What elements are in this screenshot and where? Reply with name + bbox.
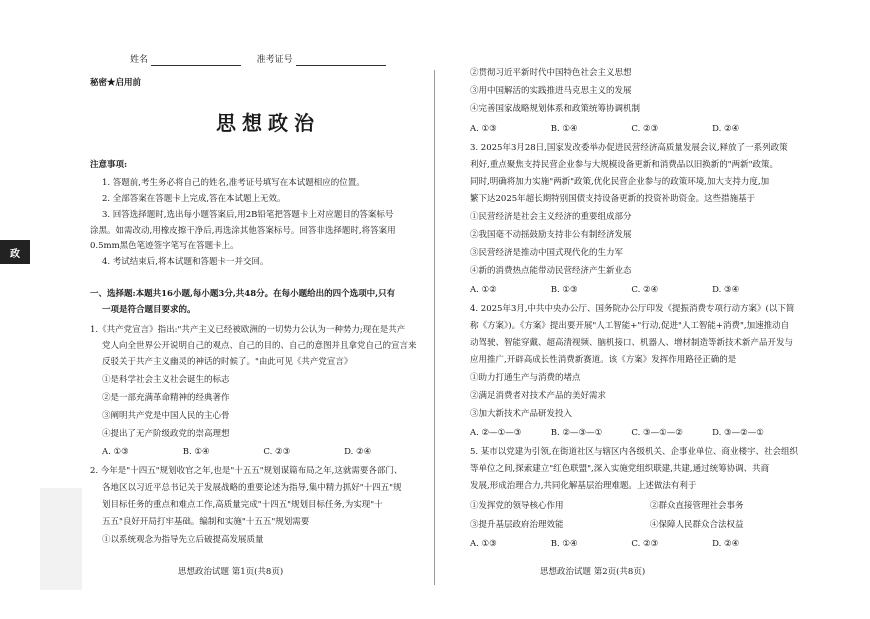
question-item: ③民营经济是推动中国式现代化的生力军	[470, 248, 624, 258]
question-text: 3. 2025年3月28日,国家发改委举办促进民营经济高质量发展会议,释放了一系列政策	[470, 143, 788, 153]
option: A. ①②	[470, 285, 497, 295]
question-item: ②贯彻习近平新时代中国特色社会主义思想	[470, 68, 632, 78]
question-item: ①发挥党的领导核心作用	[470, 501, 564, 511]
option: D. ②④	[712, 539, 740, 549]
option: C. ②③	[631, 539, 659, 549]
question-item: ③提升基层政府治理效能	[470, 520, 564, 530]
option: B. ①④	[550, 124, 578, 134]
question-item: ②是一部充满革命精神的经典著作	[102, 393, 230, 403]
note-line: 1. 答题前,考生务必将自己的姓名,准考证号填写在本试题相应的位置。	[102, 178, 365, 188]
secret-label: 秘密★启用前	[90, 78, 142, 88]
question-text: 反驳关于共产主义幽灵的神话的时候了。"由此可见《共产党宣言》	[102, 357, 353, 367]
question-item: ③用中国解活的实践推进马克思主义的发展	[470, 86, 632, 96]
option: B. ①④	[550, 539, 578, 549]
page-footer: 思想政治试题 第1页(共8页)	[178, 567, 284, 577]
option: D. ②④	[344, 447, 372, 457]
question-text: 同时,明确将加力实施"两新"政策,优化民营企业参与的政策环境,加大支持力度,加	[470, 177, 770, 187]
option: B. ①④	[182, 447, 210, 457]
notes-heading: 注意事项:	[90, 160, 128, 170]
question-text: 1.《共产党宣言》指出:"共产主义已经被欧洲的一切势力公认为一种势力;现在是共产	[90, 325, 406, 335]
column-divider	[434, 70, 435, 585]
question-text: 五五"良好开局打牢基础。编制和实施"十五五"规划需要	[102, 517, 310, 527]
section-heading: 一、选择题:本题共16小题,每小题3分,共48分。在每小题给出的四个选项中,只有	[90, 289, 396, 299]
exam-no-label: 准考证号	[256, 55, 293, 65]
q4-options	[470, 428, 764, 439]
option: D. ③④	[712, 285, 740, 295]
question-text: 各地区以习近平总书记关于发展战略的重要论述为指导,集中精力抓好"十四五"规	[102, 483, 402, 493]
question-item: ④保障人民群众合法权益	[650, 520, 744, 530]
question-text: 动驾驶、智能穿戴、超高清视频、脑机接口、机器人、增材制造等新技术新产品开发与	[470, 338, 794, 348]
option: B. ②—③—①	[550, 428, 603, 438]
option: C. ③—①—②	[631, 428, 683, 438]
margin-shade	[40, 488, 82, 590]
question-item: ①以系统观念为指导先立后破提高发展质量	[102, 535, 264, 545]
q2-options	[470, 124, 739, 135]
question-text: 应用推广,开辟高成长性消费新赛道。该《方案》发挥作用路径正确的是	[470, 355, 737, 365]
question-text: 发展,形成治理合力,共同化解基层治理难题。上述做法有利于	[470, 481, 697, 491]
name-label: 姓名	[130, 55, 149, 65]
option: A. ①③	[102, 447, 129, 457]
name-field-row	[130, 55, 386, 66]
note-line: 4. 考试结束后,将本试题和答题卡一并交回。	[102, 257, 269, 267]
question-text: 划目标任务的重点和难点工作,高质量完成"十四五"规划目标任务,为实现"十	[102, 500, 383, 510]
question-item: ④完善国家战略规划体系和政策统筹协调机制	[470, 104, 641, 114]
question-item: ①助力打通生产与消费的堵点	[470, 373, 581, 383]
option: C. ②③	[263, 447, 291, 457]
q5-options	[470, 539, 739, 550]
option: B. ①③	[550, 285, 578, 295]
q1-options	[102, 447, 371, 458]
option: D. ③—②—①	[712, 428, 764, 438]
question-item: ③加大新技术产品研发投入	[470, 409, 573, 419]
name-blank	[151, 56, 241, 66]
question-item: ②群众直接管理社会事务	[650, 501, 744, 511]
page-footer: 思想政治试题 第2页(共8页)	[540, 567, 646, 577]
question-text: 2. 今年是"十四五"规划收官之年,也是"十五五"规划谋篇布局之年,这就需要各部门、	[90, 466, 403, 476]
option: A. ①③	[470, 539, 497, 549]
question-text: 等单位之间,探索建立"红色联盟",深入实施党组织联建,共建,通过统筹协调、共商	[470, 464, 770, 474]
option: D. ②④	[712, 124, 740, 134]
question-item: ③阐明共产党是中国人民的主心骨	[102, 411, 230, 421]
q3-options	[470, 285, 739, 296]
question-text: 称《方案》)。《方案》提出要开展"人工智能+"行动,促进"人工智能+消费",加速推动自	[470, 321, 790, 331]
question-item: ①民营经济是社会主义经济的重要组成部分	[470, 212, 632, 222]
subject-tab: 政	[0, 240, 30, 264]
question-text: 5. 某市以党建为引领,在街道社区与辖区内各级机关、企事业单位、商业楼宇、社会组织	[470, 447, 799, 457]
exam-no-blank	[296, 56, 386, 66]
question-item: ④提出了无产阶级政党的崇高理想	[102, 429, 230, 439]
note-line: 涂黑。如需改动,用橡皮擦干净后,再选涂其他答案标号。回答非选择题时,将答案用	[90, 226, 396, 236]
option: A. ②—①—③	[470, 428, 522, 438]
question-item: ②我国毫不动摇鼓励支持非公有制经济发展	[470, 230, 632, 240]
page-title: 思想政治	[216, 111, 320, 135]
question-item: ④新的消费热点能带动民营经济产生新业态	[470, 266, 632, 276]
note-line: 2. 全部答案在答题卡上完成,答在本试题上无效。	[102, 194, 286, 204]
option: A. ①③	[470, 124, 497, 134]
section-heading-cont: 一项是符合题目要求的。	[102, 305, 196, 315]
question-item: ②满足消费者对技术产品的美好需求	[470, 391, 607, 401]
note-line: 3. 回答选择题时,选出每小题答案后,用2B铅笔把答题卡上对应题目的答案标号	[102, 210, 394, 220]
note-line: 0.5mm黑色笔迹签字笔写在答题卡上。	[90, 241, 239, 251]
question-text: 繁下达2025年超长期特别国债支持设备更新的投资补助资金。这些措施基于	[470, 194, 756, 204]
option: C. ②③	[631, 124, 659, 134]
question-text: 4. 2025年3月,中共中央办公厅、国务院办公厅印发《提振消费专项行动方案》(以下简	[470, 304, 795, 314]
question-text: 利好,重点聚焦支持民营企业参与大规模设备更新和消费品以旧换新的"两新"政策。	[470, 160, 779, 170]
question-text: 党人向全世界公开说明自己的观点、自己的目的、自己的意图并且拿党自己的宣言来	[102, 341, 417, 351]
option: C. ②④	[631, 285, 659, 295]
question-item: ①是科学社会主义社会诞生的标志	[102, 375, 230, 385]
